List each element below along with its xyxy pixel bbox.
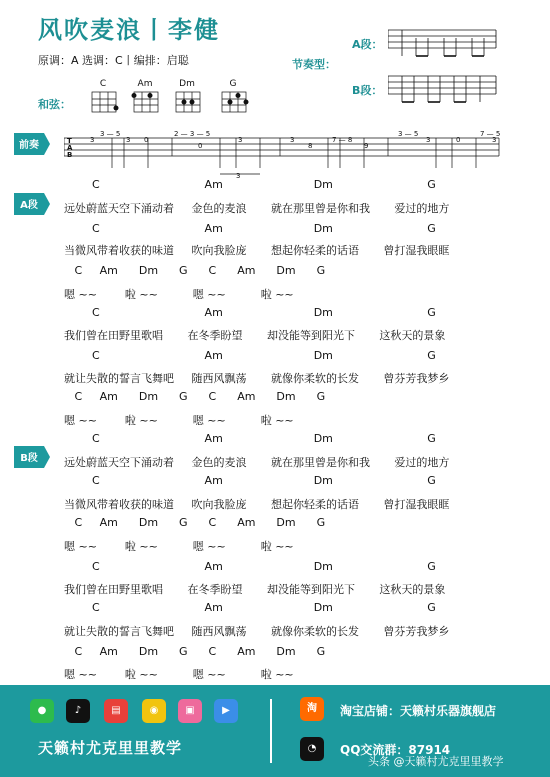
b-lyrics-5: 就让失散的誓言飞舞吧 随西风飘荡 就像你柔软的长发 曾芬芳我梦乡 bbox=[64, 625, 450, 638]
a-lyrics-5: 就让失散的誓言飞舞吧 随西风飘荡 就像你柔软的长发 曾芬芳我梦乡 bbox=[64, 372, 450, 385]
chord-name-c: C bbox=[99, 79, 107, 89]
svg-text:7 — 8: 7 — 8 bbox=[332, 136, 353, 144]
a-lyrics-3: 嗯 ~~ 啦 ~~ 嗯 ~~ 啦 ~~ bbox=[64, 288, 294, 301]
b-chords-3: C Am Dm G C Am Dm G bbox=[64, 516, 326, 529]
intro-badge bbox=[14, 133, 50, 155]
rhythm-pattern-a bbox=[388, 26, 498, 62]
b-lyrics-2: 当微风带着收获的味道 吹向我脸庞 想起你轻柔的话语 曾打湿我眼眶 bbox=[64, 498, 450, 511]
b-lyrics-1: 远处蔚蓝天空下涌动着 金色的麦浪 就在那里曾是你和我 爱过的地方 bbox=[64, 456, 450, 469]
svg-text:8: 8 bbox=[308, 142, 313, 150]
chord-diagrams bbox=[90, 90, 270, 116]
b-chords-6: C Am Dm G C Am Dm G bbox=[64, 645, 326, 658]
chords-label: 和弦： bbox=[38, 98, 71, 111]
chord-name-dm: Dm bbox=[179, 79, 195, 89]
section-b-badge bbox=[14, 446, 50, 468]
footer-qq: QQ交流群：87914 bbox=[340, 743, 451, 757]
a-chords-6: C Am Dm G C Am Dm G bbox=[64, 390, 326, 403]
bilibili-icon[interactable]: ▣ bbox=[178, 699, 202, 723]
intro-label: 前奏 bbox=[19, 140, 39, 151]
footer-brand: 天籁村尤克里里教学 bbox=[38, 739, 183, 757]
page-title: 风吹麦浪丨李健 bbox=[38, 16, 220, 44]
svg-text:3: 3 bbox=[492, 136, 497, 144]
rhythm-label: 节奏型： bbox=[292, 58, 336, 71]
svg-text:3: 3 bbox=[236, 172, 241, 180]
svg-text:0: 0 bbox=[144, 136, 149, 144]
svg-text:2 — 3 — 5: 2 — 3 — 5 bbox=[174, 130, 211, 138]
b-chords-5: C Am Dm G bbox=[64, 601, 436, 614]
svg-text:3: 3 bbox=[426, 136, 431, 144]
douyin-icon[interactable]: ♪ bbox=[66, 699, 90, 723]
a-chords-4: C Am Dm G bbox=[64, 306, 436, 319]
footer-banner bbox=[0, 685, 550, 777]
a-chords-2: C Am Dm G bbox=[64, 222, 436, 235]
b-lyrics-3: 嗯 ~~ 啦 ~~ 嗯 ~~ 啦 ~~ bbox=[64, 540, 294, 553]
b-lyrics-4: 我们曾在田野里歌唱 在冬季盼望 却没能等到阳光下 这秋天的景象 bbox=[64, 583, 446, 596]
b-chords-4: C Am Dm G bbox=[64, 560, 436, 573]
tab-letter-t: T bbox=[67, 137, 72, 145]
b-chords-2: C Am Dm G bbox=[64, 474, 436, 487]
b-chords-1: C Am Dm G bbox=[64, 432, 436, 445]
b-lyrics-6: 嗯 ~~ 啦 ~~ 嗯 ~~ 啦 ~~ bbox=[64, 668, 294, 681]
svg-text:3: 3 bbox=[290, 136, 295, 144]
a-chords-3: C Am Dm G C Am Dm G bbox=[64, 264, 326, 277]
svg-text:3: 3 bbox=[126, 136, 131, 144]
svg-text:0: 0 bbox=[198, 142, 203, 150]
svg-text:3: 3 bbox=[90, 136, 95, 144]
tab-letter-a: A bbox=[67, 144, 73, 152]
qq-icon[interactable]: ◔ bbox=[300, 737, 324, 761]
a-lyrics-2: 当微风带着收获的味道 吹向我脸庞 想起你轻柔的话语 曾打湿我眼眶 bbox=[64, 244, 450, 257]
section-a-badge bbox=[14, 193, 50, 215]
toutiao-icon[interactable]: ▤ bbox=[104, 699, 128, 723]
rhythm-a-label: A段： bbox=[352, 38, 383, 51]
a-lyrics-6: 嗯 ~~ 啦 ~~ 嗯 ~~ 啦 ~~ bbox=[64, 414, 294, 427]
rhythm-pattern-b bbox=[388, 72, 498, 108]
svg-text:0: 0 bbox=[456, 136, 461, 144]
weibo-icon[interactable]: ◉ bbox=[142, 699, 166, 723]
video-icon[interactable]: ▶ bbox=[214, 699, 238, 723]
chord-name-g: G bbox=[229, 79, 237, 89]
section-a-label: A段 bbox=[20, 200, 38, 211]
intro-tab bbox=[64, 128, 504, 180]
a-chords-1: C Am Dm G bbox=[64, 178, 436, 191]
svg-text:9: 9 bbox=[364, 142, 369, 150]
watermark: 头条 @天籁村尤克里里教学 bbox=[368, 755, 504, 768]
footer-divider bbox=[270, 699, 272, 763]
song-meta: 原调：A 选调：C丨编排：启聪 bbox=[38, 54, 189, 67]
wechat-icon[interactable]: ● bbox=[30, 699, 54, 723]
svg-text:7 — 5: 7 — 5 bbox=[480, 130, 501, 138]
a-lyrics-1: 远处蔚蓝天空下涌动着 金色的麦浪 就在那里曾是你和我 爱过的地方 bbox=[64, 202, 450, 215]
chord-name-am: Am bbox=[137, 79, 153, 89]
svg-text:3 — 5: 3 — 5 bbox=[398, 130, 419, 138]
a-chords-5: C Am Dm G bbox=[64, 349, 436, 362]
svg-text:3: 3 bbox=[238, 136, 243, 144]
footer-shop: 淘宝店铺：天籁村乐器旗舰店 bbox=[340, 704, 497, 718]
rhythm-b-label: B段： bbox=[352, 84, 383, 97]
svg-text:3 — 5: 3 — 5 bbox=[100, 130, 121, 138]
section-b-label: B段 bbox=[20, 453, 38, 464]
tab-letter-b: B bbox=[67, 151, 73, 159]
a-lyrics-4: 我们曾在田野里歌唱 在冬季盼望 却没能等到阳光下 这秋天的景象 bbox=[64, 329, 446, 342]
taobao-icon[interactable]: 淘 bbox=[300, 697, 324, 721]
